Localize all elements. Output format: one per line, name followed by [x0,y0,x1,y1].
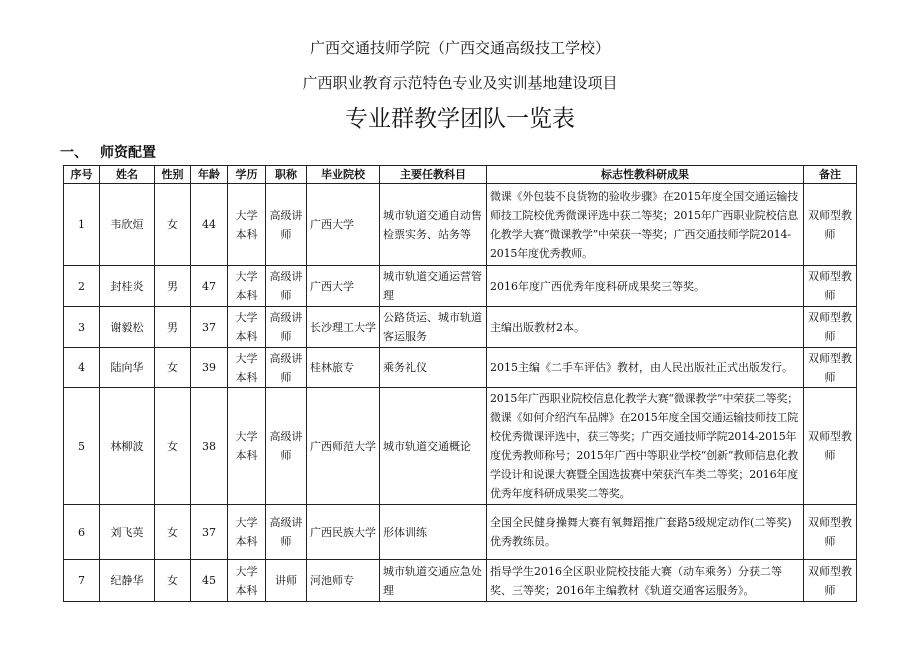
cell-title: 高级讲师 [266,348,307,388]
cell-no: 7 [64,560,100,602]
cell-remark: 双师型教师 [804,266,857,307]
cell-gender: 男 [155,307,191,348]
cell-title: 高级讲师 [266,184,307,266]
cell-age: 45 [191,560,228,602]
table-row [64,184,857,266]
column-header: 学历 [228,166,266,184]
table-row [64,266,857,307]
cell-no: 4 [64,348,100,388]
cell-achievements: 2016年度广西优秀年度科研成果奖三等奖。 [487,266,804,307]
cell-gender: 女 [155,388,191,505]
cell-achievements: 微课《外包装不良货物的验收步骤》在2015年度全国交通运输技师技工院校优秀微课评选中获二等奖；2015年广西职业院校信息化教学大赛“微课教学”中荣获一等奖；广西交通技师学院2014-2015年度优秀教师。 [487,184,804,266]
cell-gender: 女 [155,505,191,560]
cell-title: 高级讲师 [266,266,307,307]
column-header: 毕业院校 [307,166,380,184]
cell-achievements: 全国全民健身操舞大赛有氧舞蹈推广套路5级规定动作(二等奖)优秀教练员。 [487,505,804,560]
column-header: 年龄 [191,166,228,184]
cell-no: 6 [64,505,100,560]
cell-title: 讲师 [266,560,307,602]
cell-subjects: 城市轨道交通运营管理 [380,266,487,307]
cell-achievements: 2015年广西职业院校信息化教学大赛“微课教学”中荣获二等奖；微课《如何介绍汽车品牌》在2015年度全国交通运输技师技工院校优秀微课评选中，获三等奖；广西交通技师学院2014-2015年度优秀教师称号；2015年广西中等职业学校“创新”教师信息化教学设计和说课大赛暨全国选拔赛中荣获汽车类二等奖；2016年度优秀年度科研成果奖二等奖。 [487,388,804,505]
cell-remark: 双师型教师 [804,560,857,602]
cell-school: 广西大学 [307,266,380,307]
column-header: 性别 [155,166,191,184]
cell-age: 38 [191,388,228,505]
cell-achievements: 主编出版教材2本。 [487,307,804,348]
cell-name: 谢毅松 [100,307,155,348]
cell-remark: 双师型教师 [804,505,857,560]
cell-education: 大学本科 [228,560,266,602]
table-row [64,505,857,560]
cell-age: 47 [191,266,228,307]
cell-title: 高级讲师 [266,307,307,348]
table-row [64,388,857,505]
teacher-table [63,165,857,602]
cell-name: 封桂炎 [100,266,155,307]
table-row [64,348,857,388]
cell-remark: 双师型教师 [804,388,857,505]
column-header: 姓名 [100,166,155,184]
section-title: 师资配置 [100,145,156,161]
cell-education: 大学本科 [228,184,266,266]
table-header-row [64,166,857,184]
cell-gender: 女 [155,348,191,388]
cell-gender: 女 [155,184,191,266]
cell-age: 39 [191,348,228,388]
cell-remark: 双师型教师 [804,184,857,266]
cell-name: 林柳波 [100,388,155,505]
cell-no: 5 [64,388,100,505]
cell-subjects: 公路货运、城市轨道客运服务 [380,307,487,348]
cell-education: 大学本科 [228,505,266,560]
cell-achievements: 2015主编《二手车评估》教材，由人民出版社正式出版发行。 [487,348,804,388]
cell-achievements: 指导学生2016全区职业院校技能大赛（动车乘务）分获二等奖、三等奖；2016年主编教材《轨道交通客运服务》。 [487,560,804,602]
cell-name: 刘飞英 [100,505,155,560]
cell-no: 1 [64,184,100,266]
school-name: 广西交通技师学院（广西交通高级技工学校） [309,39,610,57]
cell-gender: 男 [155,266,191,307]
cell-education: 大学本科 [228,266,266,307]
cell-age: 37 [191,505,228,560]
cell-subjects: 城市轨道交通概论 [380,388,487,505]
cell-name: 纪静华 [100,560,155,602]
column-header: 标志性教科研成果 [487,166,804,184]
cell-title: 高级讲师 [266,388,307,505]
cell-no: 2 [64,266,100,307]
cell-school: 广西师范大学 [307,388,380,505]
table-row [64,307,857,348]
cell-subjects: 乘务礼仪 [380,348,487,388]
cell-subjects: 形体训练 [380,505,487,560]
cell-subjects: 城市轨道交通应急处理 [380,560,487,602]
cell-school: 长沙理工大学 [307,307,380,348]
cell-school: 河池师专 [307,560,380,602]
table-row [64,560,857,602]
cell-title: 高级讲师 [266,505,307,560]
column-header: 备注 [804,166,857,184]
cell-education: 大学本科 [228,348,266,388]
column-header: 职称 [266,166,307,184]
cell-age: 37 [191,307,228,348]
cell-education: 大学本科 [228,307,266,348]
cell-school: 广西民族大学 [307,505,380,560]
page-title: 专业群教学团队一览表 [345,106,575,132]
cell-school: 广西大学 [307,184,380,266]
cell-name: 陆向华 [100,348,155,388]
cell-gender: 女 [155,560,191,602]
cell-remark: 双师型教师 [804,307,857,348]
cell-remark: 双师型教师 [804,348,857,388]
project-name: 广西职业教育示范特色专业及实训基地建设项目 [302,74,618,92]
column-header: 序号 [64,166,100,184]
cell-age: 44 [191,184,228,266]
section-number: 一、 [60,145,88,161]
cell-no: 3 [64,307,100,348]
column-header: 主要任教科目 [380,166,487,184]
section-heading [60,142,156,162]
cell-subjects: 城市轨道交通自动售检票实务、站务等 [380,184,487,266]
cell-education: 大学本科 [228,388,266,505]
cell-school: 桂林旅专 [307,348,380,388]
cell-name: 韦欣烜 [100,184,155,266]
